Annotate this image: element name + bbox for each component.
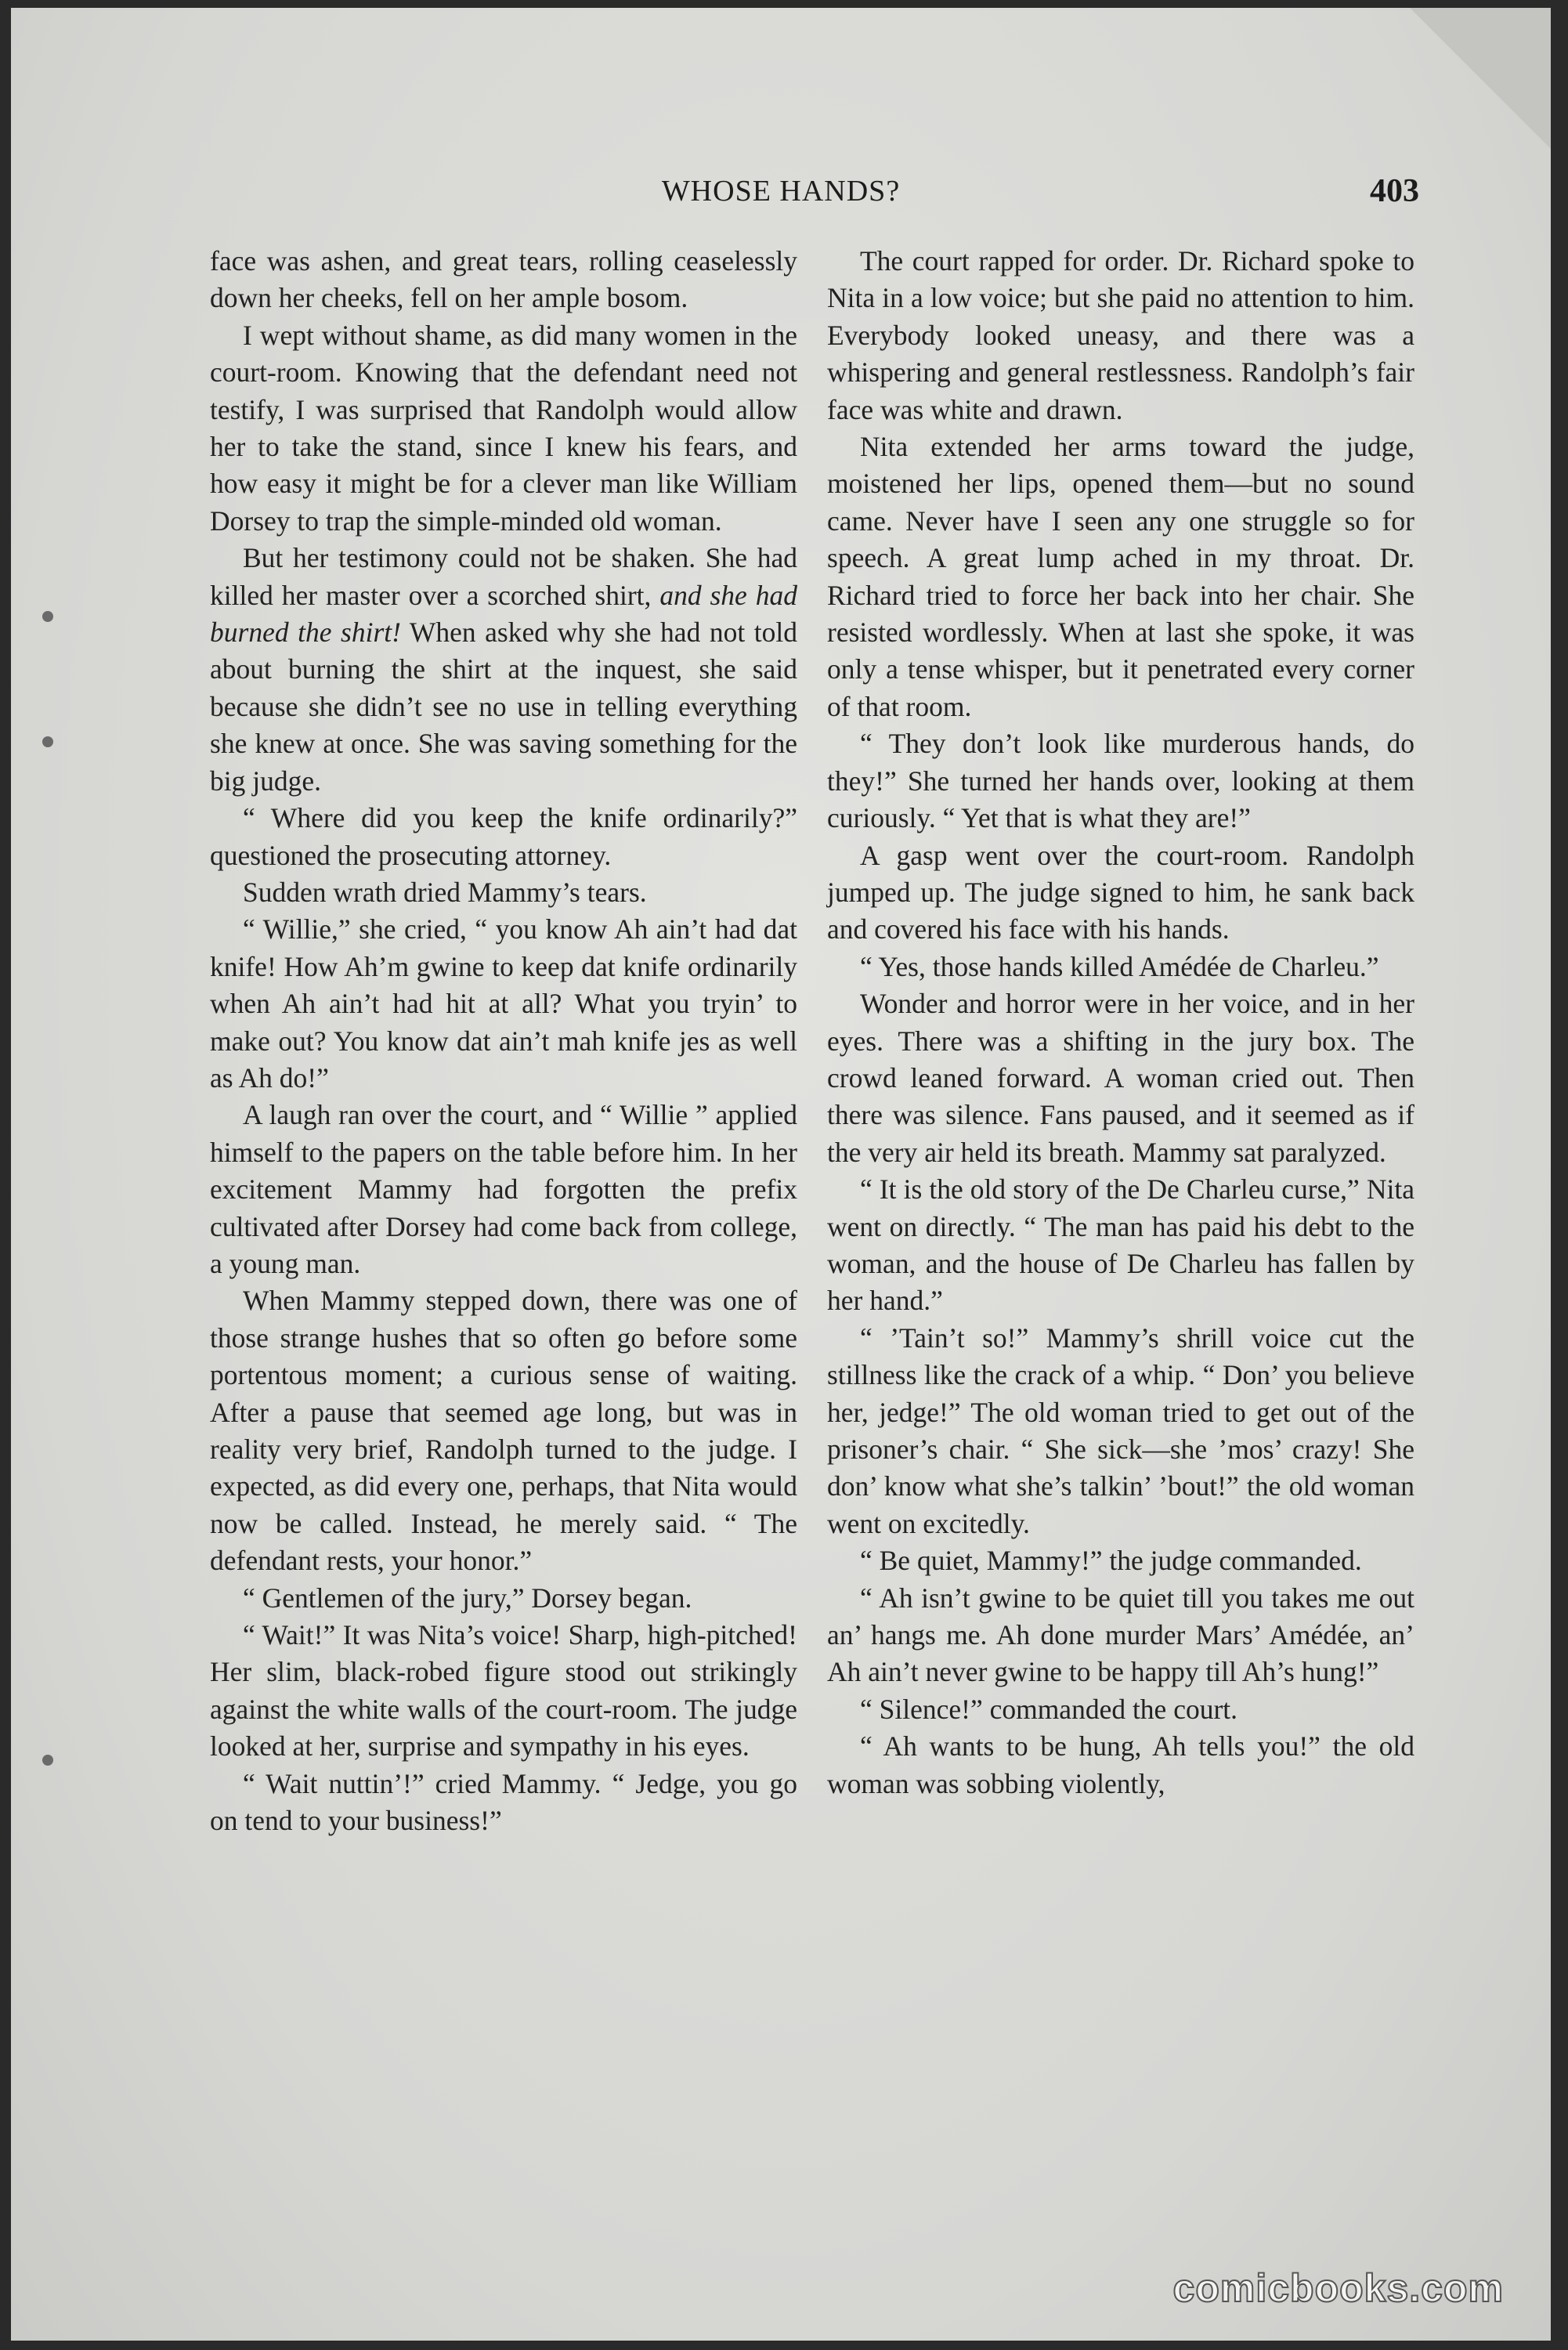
paragraph: “ Ah isn’t gwine to be quiet till you takes me out an’ hangs me. Ah done murder Mars’ Amédée, an’ Ah ain’t never gwine to be happy till Ah’s hung!” <box>827 1582 1414 1688</box>
paragraph: “ Where did you keep the knife ordinarily?” questioned the prosecuting attorney. <box>210 802 797 871</box>
running-head: WHOSE HANDS? <box>661 175 901 208</box>
paragraph: face was ashen, and great tears, rolling ceaselessly down her cheeks, fell on her ample bosom. <box>210 245 797 314</box>
paragraph: A gasp went over the court-room. Randolph jumped up. The judge signed to him, he sank back and covered his face with his hands. <box>827 839 1414 945</box>
page-number: 403 <box>1370 173 1419 209</box>
paragraph: When Mammy stepped down, there was one of those strange hushes that so often go before some portentous moment; a curious sense of waiting. After a pause that seemed age long, but was in reality very brief, Randolph turned to the judge. I expected, as did every one, perhaps, that Nita would now be called. Instead, he merely said. “ The defendant rests, your honor.” <box>210 1285 797 1577</box>
left-text-column <box>210 243 797 1839</box>
paragraph: “ It is the old story of the De Charleu curse,” Nita went on directly. “ The man has paid his debt to the woman, and the house of De Charleu has fallen by her hand.” <box>827 1173 1414 1317</box>
paragraph: “ Be quiet, Mammy!” the judge commanded. <box>860 1545 1362 1577</box>
paragraph: “ Wait!” It was Nita’s voice! Sharp, high-pitched! Her slim, black-robed figure stood out strikingly against the white walls of the court-room. The judge looked at her, surprise and sympathy in his eyes. <box>210 1619 797 1762</box>
paragraph: “ Ah wants to be hung, Ah tells you!” the old woman was sobbing violently, <box>827 1730 1414 1799</box>
paragraph: The court rapped for order. Dr. Richard spoke to Nita in a low voice; but she paid no attention to him. Everybody looked uneasy, and there was a whispering and general restlessness. Randolph’s fair face was white and drawn. <box>827 245 1414 425</box>
watermark-logo: comicbooks.com <box>1172 2266 1504 2310</box>
paragraph: I wept without shame, as did many women in the court-room. Knowing that the defendant need not testify, I was surprised that Randolph would allow her to take the stand, since I knew his fears, and how easy it might be for a clever man like William Dorsey to trap the simple-minded old woman. <box>210 319 797 537</box>
paragraph: Sudden wrath dried Mammy’s tears. <box>243 876 647 908</box>
paragraph: “ Silence!” commanded the court. <box>860 1693 1238 1725</box>
paragraph: “ Wait nuttin’!” cried Mammy. “ Jedge, you go on tend to your business!” <box>210 1767 797 1837</box>
binding-hole <box>42 1755 53 1766</box>
page-corner-crease <box>1410 8 1551 149</box>
paragraph: Nita extended her arms toward the judge, moistened her lips, opened them—but no sound came. Never have I seen any one struggle so for speech. A great lump ached in my throat. Dr. Richard tried to force her back into her chair. She resisted wordlessly. When at last she spoke, it was only a tense whisper, but it penetrated every corner of that room. <box>827 431 1414 722</box>
paragraph: “ ’Tain’t so!” Mammy’s shrill voice cut the stillness like the crack of a whip. “ Don’ you believe her, jedge!” The old woman tried to get out of the prisoner’s chair. “ She sick—she ’mos’ crazy! She don’ know what she’s talkin’ ’bout!” the old woman went on excitedly. <box>827 1321 1414 1539</box>
right-text-column <box>827 243 1414 1802</box>
paragraph: A laugh ran over the court, and “ Willie ” applied himself to the papers on the table before him. In her excitement Mammy had forgotten the prefix cultivated after Dorsey had come back from college, a young man. <box>210 1099 797 1279</box>
paragraph: But her testimony could not be shaken. She had killed her master over a scorched shirt, and she had burned the shirt! When asked why she had not told about burning the shirt at the inquest, she said because she didn’t see no use in telling everything she knew at once. She was saving something for the big judge. <box>210 542 797 797</box>
paragraph: “ Yes, those hands killed Amédée de Charleu.” <box>860 950 1379 982</box>
magazine-page <box>11 8 1551 2341</box>
binding-hole <box>42 611 53 622</box>
paragraph: Wonder and horror were in her voice, and in her eyes. There was a shifting in the jury box. The crowd leaned forward. A woman cried out. Then there was silence. Fans paused, and it seemed as if the very air held its breath. Mammy sat paralyzed. <box>827 988 1414 1168</box>
italic-phrase: and she had burned the shirt! <box>210 579 797 649</box>
binding-hole <box>42 736 53 747</box>
paragraph: “ Gentlemen of the jury,” Dorsey began. <box>243 1582 692 1614</box>
paragraph: “ Willie,” she cried, “ you know Ah ain’t had dat knife! How Ah’m gwine to keep dat knife ordinarily when Ah ain’t had hit at all? What you tryin’ to make out? You know dat ain’t mah knife jes as well as Ah do!” <box>210 913 797 1094</box>
page-header <box>11 174 1551 221</box>
paragraph: “ They don’t look like murderous hands, do they!” She turned her hands over, looking at them curiously. “ Yet that is what they are!” <box>827 728 1414 834</box>
